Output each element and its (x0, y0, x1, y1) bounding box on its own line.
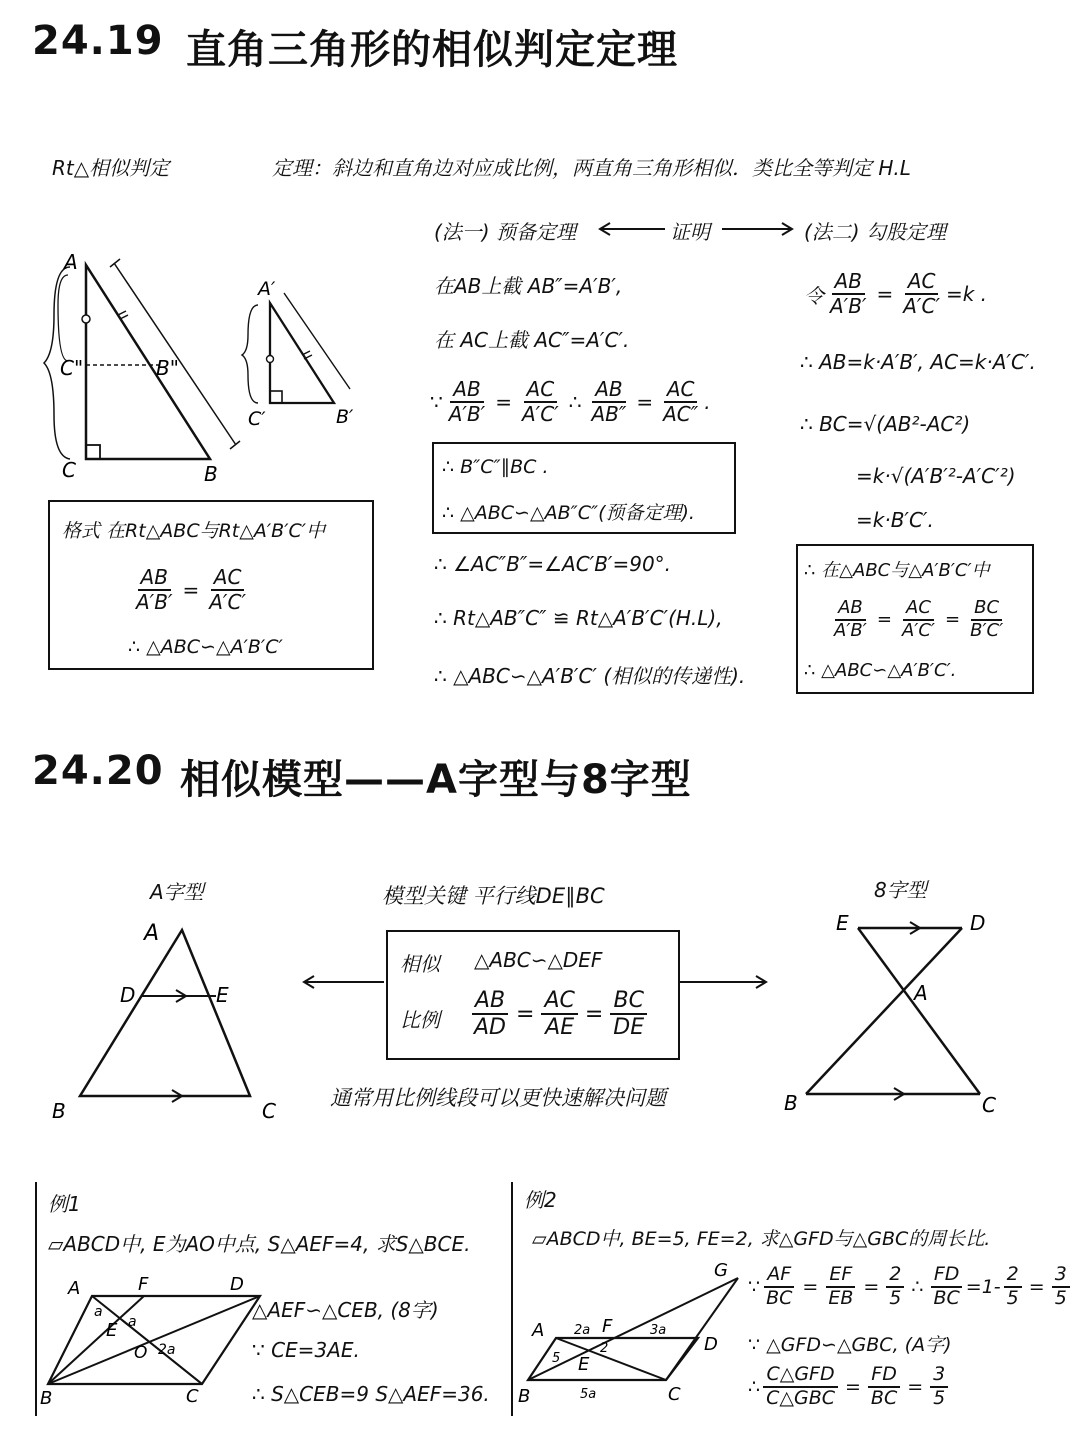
m2-line4: =k·√(A′B′²-A′C′²) (856, 464, 1016, 488)
ex2-F: F (602, 1316, 613, 1337)
ex2-step3: ∴ $\frac{\text{C△GFD}}{\text{C△GBC}}$ = $\frac{FD}{BC}$ = $\frac{3}{5}$ (748, 1364, 951, 1410)
section2-title: 相似模型——A字型与8字型 (180, 757, 692, 803)
ex1-F: F (138, 1274, 149, 1295)
ex1-a3: 2a (158, 1342, 176, 1358)
method-mid-label: 证明 (670, 220, 710, 244)
m2-box-ratio: $\frac{AB}{A'B'}$ = $\frac{AC}{A'C'}$ = $\frac{BC}{B'C'}$ (834, 597, 1004, 641)
theorem-text: 定理：斜边和直角边对应成比例，两直角三角形相似．类比全等判定 H.L (272, 156, 911, 180)
m2-box-conclusion: ∴ △ABC∽△A′B′C′. (804, 660, 957, 681)
ex1-B: B (40, 1388, 53, 1409)
ex2-D: D (704, 1334, 718, 1355)
ex2-a5: 5a (580, 1387, 597, 1402)
ex2-s2: 2 (600, 1341, 609, 1356)
ex1-C: C (186, 1386, 199, 1407)
ex2-a3: 3a (650, 1323, 667, 1338)
ex2-A: A (532, 1320, 545, 1341)
a-label-E: E (216, 983, 229, 1007)
section1-title: 直角三角形的相似判定定理 (186, 27, 678, 73)
ex2-a2: 2a (574, 1323, 591, 1338)
e8-label-D: D (970, 911, 986, 935)
e8-label-E: E (836, 911, 849, 935)
ex1-figure (40, 1272, 270, 1412)
ex2-problem: ▱ABCD中, BE=5, FE=2, 求△GFD与△GBC的周长比. (532, 1228, 991, 1250)
ex2-s5: 5 (552, 1351, 561, 1366)
key-ratio: $\frac{AB}{AD}$ = $\frac{AC}{AE}$ = $\frac{BC}{DE}$ (468, 988, 650, 1041)
label-A: A (64, 250, 78, 274)
m1-line5: ∴ Rt△AB″C″ ≌ Rt△A′B′C′(H.L), (434, 606, 723, 630)
ex2-step1: ∵ $\frac{AF}{BC}$ = $\frac{EF}{EB}$ = $\frac{2}{5}$ ∴ $\frac{FD}{BC}$ =1- $\frac{2}{5}$ = $\frac{3}{5}$ (748, 1264, 1073, 1310)
label-C: C (62, 458, 76, 482)
m1-line2: 在 AC上截 AC″=A′C′. (434, 328, 630, 352)
m2-line5: =k·B′C′. (856, 508, 934, 532)
m2-line2: ∴ AB=k·A′B′, AC=k·A′C′. (800, 350, 1036, 374)
rt-label: Rt△相似判定 (52, 156, 170, 180)
model-key-title: 模型关键 平行线DE∥BC (382, 884, 605, 908)
a-label-B: B (52, 1099, 66, 1123)
model-note: 通常用比例线段可以更快速解决问题 (330, 1086, 666, 1110)
label-A-prime: A′ (258, 278, 276, 300)
ex2-title: 例2 (524, 1188, 557, 1212)
label-C2: C" (60, 356, 84, 380)
label-C-prime: C′ (248, 408, 266, 430)
label-B: B (204, 462, 218, 486)
key-sim-label: 相似 (400, 952, 440, 976)
method2-header: (法二) 勾股定理 (804, 220, 946, 244)
m1-line4: ∴ ∠AC″B″=∠AC′B′=90°. (434, 552, 672, 576)
key-ratio-label: 比例 (400, 1008, 440, 1032)
a-type-label: A字型 (150, 880, 204, 904)
ex1-E: E (106, 1320, 118, 1341)
m2-line1: 令 $\frac{AB}{A'B'}$ = $\frac{AC}{A'C'}$ =k . (804, 269, 988, 318)
m2-box-title: ∴ 在△ABC与△A′B′C′中 (804, 560, 990, 581)
m1-box-line2: ∴ △ABC∽△AB″C″(预备定理). (442, 502, 695, 524)
ex1-O: O (134, 1343, 148, 1363)
section2-number: 24.20 (32, 748, 164, 794)
ex2-B: B (518, 1386, 531, 1407)
m2-line3: ∴ BC=√(AB²-AC²) (800, 412, 971, 436)
ex1-D: D (230, 1274, 244, 1295)
method1-header: (法一) 预备定理 (434, 220, 576, 244)
ex2-G: G (714, 1260, 728, 1281)
ex1-step1: △AEF∽△CEB, (8字) (252, 1298, 439, 1322)
eight-type-label: 8字型 (874, 878, 927, 902)
format-ratio: $\frac{AB}{A'B'}$ = $\frac{AC}{A'C'}$ (136, 565, 246, 614)
m1-line1: 在AB上截 AB″=A′B′, (434, 274, 623, 298)
ex1-step2: ∵ CE=3AE. (252, 1338, 360, 1362)
ex2-step2: ∵ △GFD∽△GBC, (A字) (748, 1334, 952, 1356)
e8-label-A: A (914, 981, 928, 1005)
format-conclusion: ∴ △ABC∽△A′B′C′ (128, 636, 283, 658)
ex1-a2: a (128, 1314, 137, 1330)
m1-box-line1: ∴ B″C″∥BC . (442, 456, 549, 478)
m1-line3: ∵ $\frac{AB}{A'B'}$ = $\frac{AC}{A'C'}$ ∴ $\frac{AB}{AB''}$ = $\frac{AC}{AC''}$ . (430, 377, 711, 426)
label-B-prime: B′ (336, 406, 354, 428)
section1-number: 24.19 (32, 18, 164, 64)
ex2-E: E (578, 1354, 590, 1375)
ex1-A: A (68, 1278, 81, 1299)
ex1-title: 例1 (48, 1192, 81, 1216)
ex1-step3: ∴ S△CEB=9 S△AEF=36. (252, 1382, 490, 1406)
a-label-A: A (144, 921, 160, 946)
ex2-figure (516, 1258, 756, 1408)
ex1-problem: ▱ABCD中, E为AO中点, S△AEF=4, 求S△BCE. (48, 1232, 471, 1256)
m1-line6: ∴ △ABC∽△A′B′C′ (相似的传递性). (434, 664, 746, 688)
a-label-C: C (262, 1099, 276, 1123)
ex2-C: C (668, 1384, 681, 1405)
e8-label-B: B (784, 1091, 798, 1115)
key-sim: △ABC∽△DEF (474, 948, 603, 972)
a-label-D: D (120, 983, 136, 1007)
e8-label-C: C (982, 1093, 996, 1117)
format-title: 格式 在Rt△ABC与Rt△A′B′C′中 (62, 520, 326, 542)
ex1-a1: a (94, 1304, 103, 1320)
label-B2: B" (156, 356, 179, 380)
